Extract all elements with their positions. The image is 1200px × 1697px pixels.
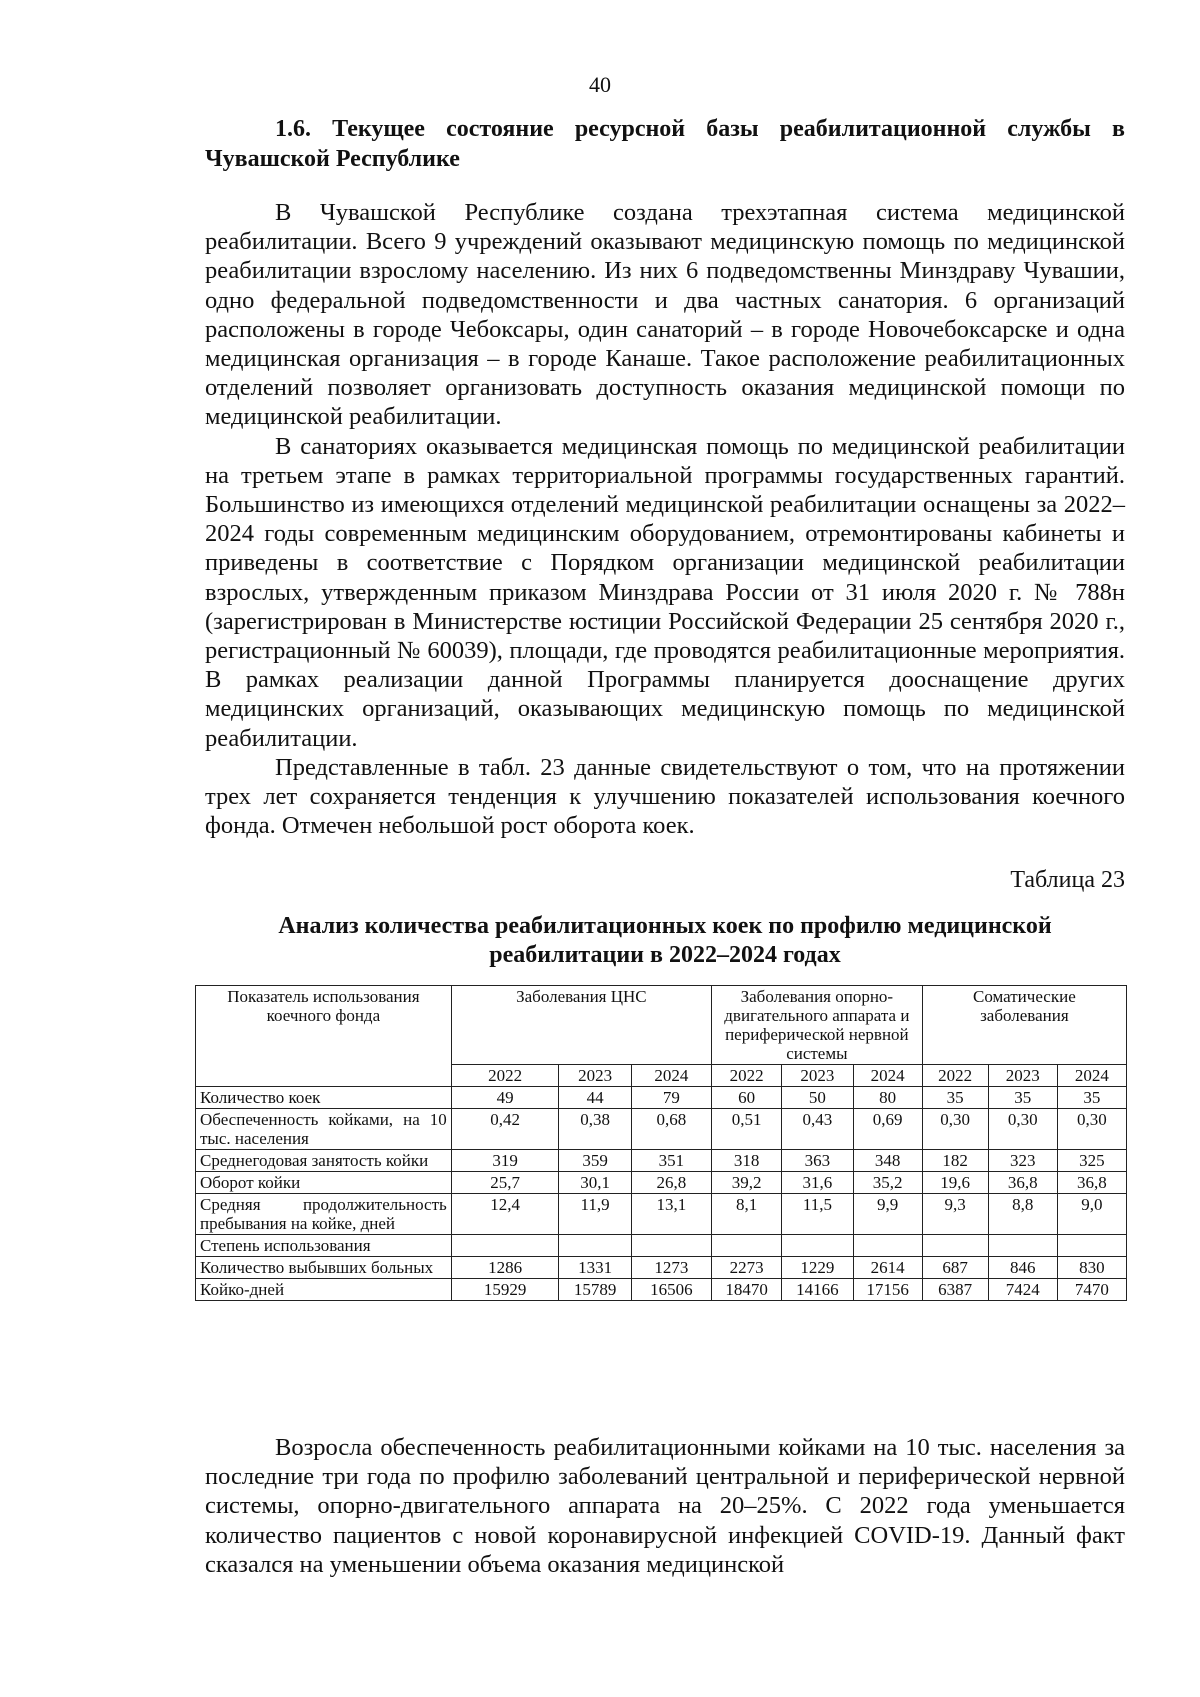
table-row: [196, 1257, 1127, 1279]
table-cell: 0,30: [922, 1109, 988, 1150]
header-group-cns: Заболевания ЦНС: [451, 986, 711, 1065]
header-year: 2023: [988, 1065, 1057, 1087]
table-cell: 36,8: [1057, 1172, 1126, 1194]
table-cell: 15789: [559, 1279, 631, 1301]
table-cell: 363: [782, 1150, 853, 1172]
table-title: Анализ количества реабилитационных коек по профилю медицинской реабилитации в 2022–2024 годах: [278, 913, 1052, 968]
table-cell: 44: [559, 1087, 631, 1109]
table-row: [196, 1279, 1127, 1301]
row-label: Количество коек: [196, 1087, 452, 1109]
table-cell: 359: [559, 1150, 631, 1172]
table-label: Таблица 23: [1010, 867, 1125, 893]
table-row: [196, 1087, 1127, 1109]
table-cell: 60: [711, 1087, 781, 1109]
table-cell: 0,43: [782, 1109, 853, 1150]
table-cell: 36,8: [988, 1172, 1057, 1194]
body-text-bottom: [205, 1433, 1125, 1579]
table-cell: 19,6: [922, 1172, 988, 1194]
table-cell: 323: [988, 1150, 1057, 1172]
section-heading-text: 1.6. Текущее состояние ресурсной базы реабилитационной службы в Чувашской Республике: [205, 116, 1125, 172]
table-row: [196, 1194, 1127, 1235]
table-cell: 0,42: [451, 1109, 559, 1150]
table-cell: 14166: [782, 1279, 853, 1301]
table-cell: 13,1: [631, 1194, 711, 1235]
table-row: [196, 1235, 1127, 1257]
table-cell: [1057, 1235, 1126, 1257]
row-label: Койко-дней: [196, 1279, 452, 1301]
table-cell: 18470: [711, 1279, 781, 1301]
table-cell: 687: [922, 1257, 988, 1279]
paragraph: В Чувашской Республике создана трехэтапная система медицинской реабилитации. Всего 9 учреждений оказывают медицинскую помощь по медицинской реабилитации взрослому населению. Из них 6 подведомственны Минздраву Чувашии, одно федеральной подведомственности и два частных санатория. 6 организаций расположены в городе Чебоксары, один санаторий – в городе Новочебоксарске и одна медицинская организация – в городе Канаше. Такое расположение реабилитационных отделений позволяет организовать доступность оказания медицинской помощи по медицинской реабилитации.: [205, 199, 1125, 431]
table-cell: 2273: [711, 1257, 781, 1279]
data-table: [195, 985, 1127, 1301]
table-cell: 1331: [559, 1257, 631, 1279]
table-cell: [631, 1235, 711, 1257]
table-cell: 2614: [853, 1257, 922, 1279]
table-cell: 319: [451, 1150, 559, 1172]
table-cell: 7470: [1057, 1279, 1126, 1301]
header-year: 2022: [922, 1065, 988, 1087]
row-label: Среднегодовая занятость койки: [196, 1150, 452, 1172]
header-year: 2023: [782, 1065, 853, 1087]
table-cell: 318: [711, 1150, 781, 1172]
table-cell: 0,38: [559, 1109, 631, 1150]
table-cell: 9,3: [922, 1194, 988, 1235]
table-cell: [922, 1235, 988, 1257]
table-cell: 50: [782, 1087, 853, 1109]
table-cell: 0,69: [853, 1109, 922, 1150]
table-cell: 6387: [922, 1279, 988, 1301]
table-cell: 26,8: [631, 1172, 711, 1194]
header-year: 2024: [1057, 1065, 1126, 1087]
table-cell: 39,2: [711, 1172, 781, 1194]
table-cell: 9,9: [853, 1194, 922, 1235]
table-cell: 0,30: [988, 1109, 1057, 1150]
table-cell: 9,0: [1057, 1194, 1126, 1235]
table-row: [196, 1172, 1127, 1194]
table-cell: [782, 1235, 853, 1257]
table-cell: 79: [631, 1087, 711, 1109]
row-label: Оборот койки: [196, 1172, 452, 1194]
table-cell: 16506: [631, 1279, 711, 1301]
table-cell: 325: [1057, 1150, 1126, 1172]
header-group-musculoskeletal: Заболевания опорно-двигательного аппарата и периферической нервной системы: [711, 986, 922, 1065]
table-cell: 35,2: [853, 1172, 922, 1194]
table-cell: 0,68: [631, 1109, 711, 1150]
header-year: 2024: [631, 1065, 711, 1087]
table-cell: 17156: [853, 1279, 922, 1301]
section-heading: [205, 114, 1125, 174]
header-year: 2022: [711, 1065, 781, 1087]
table-cell: 35: [1057, 1087, 1126, 1109]
table-cell: [988, 1235, 1057, 1257]
table-cell: [451, 1235, 559, 1257]
table-cell: [853, 1235, 922, 1257]
table-cell: [711, 1235, 781, 1257]
table-cell: 49: [451, 1087, 559, 1109]
row-label: Степень использования: [196, 1235, 452, 1257]
table-cell: 11,9: [559, 1194, 631, 1235]
table-cell: 846: [988, 1257, 1057, 1279]
table-cell: 0,30: [1057, 1109, 1126, 1150]
table-cell: [559, 1235, 631, 1257]
table-cell: 80: [853, 1087, 922, 1109]
table-cell: 351: [631, 1150, 711, 1172]
table-cell: 15929: [451, 1279, 559, 1301]
table-cell: 7424: [988, 1279, 1057, 1301]
table-cell: 25,7: [451, 1172, 559, 1194]
header-group-somatic: Соматические заболевания: [922, 986, 1126, 1065]
table-cell: 35: [988, 1087, 1057, 1109]
header-year: 2024: [853, 1065, 922, 1087]
table-cell: 30,1: [559, 1172, 631, 1194]
row-label: Количество выбывших больных: [196, 1257, 452, 1279]
body-text-top: [205, 198, 1125, 840]
table-header-row: [196, 986, 1127, 1065]
paragraph: Представленные в табл. 23 данные свидетельствуют о том, что на протяжении трех лет сохраняется тенденция к улучшению показателей использования коечного фонда. Отмечен небольшой рост оборота коек.: [205, 753, 1125, 840]
table-cell: 1273: [631, 1257, 711, 1279]
table-cell: 830: [1057, 1257, 1126, 1279]
header-indicator: Показатель использования коечного фонда: [196, 986, 452, 1087]
table-cell: 0,51: [711, 1109, 781, 1150]
header-year: 2023: [559, 1065, 631, 1087]
table-cell: 35: [922, 1087, 988, 1109]
table-cell: 8,1: [711, 1194, 781, 1235]
table-cell: 11,5: [782, 1194, 853, 1235]
row-label: Средняя продолжительность пребывания на койке, дней: [196, 1194, 452, 1235]
paragraph: В санаториях оказывается медицинская помощь по медицинской реабилитации на третьем этапе в рамках территориальной программы государственных гарантий. Большинство из имеющихся отделений медицинской реабилитации оснащены за 2022–2024 годы современным медицинским оборудованием, отремонтированы кабинеты и приведены в соответствие с Порядком организации медицинской реабилитации взрослых, утвержденным приказом Минздрава России от 31 июля 2020 г. № 788н (зарегистрирован в Министерстве юстиции Российской Федерации 25 сентября 2020 г., регистрационный № 60039), площади, где проводятся реабилитационные мероприятия. В рамках реализации данной Программы планируется дооснащение других медицинских организаций, оказывающих медицинскую помощь по медицинской реабилитации.: [205, 432, 1125, 752]
paragraph: Возросла обеспеченность реабилитационными койками на 10 тыс. населения за последние три года по профилю заболеваний центральной и периферической нервной системы, опорно-двигательного аппарата на 20–25%. С 2022 года уменьшается количество пациентов с новой коронавирусной инфекцией COVID-19. Данный факт сказался на уменьшении объема оказания медицинской: [205, 1434, 1125, 1578]
table-cell: 8,8: [988, 1194, 1057, 1235]
table-cell: 182: [922, 1150, 988, 1172]
table-cell: 12,4: [451, 1194, 559, 1235]
table-cell: 1286: [451, 1257, 559, 1279]
table-cell: 1229: [782, 1257, 853, 1279]
table-row: [196, 1150, 1127, 1172]
table-cell: 31,6: [782, 1172, 853, 1194]
row-label: Обеспеченность койками, на 10 тыс. населения: [196, 1109, 452, 1150]
table-row: [196, 1109, 1127, 1150]
table-cell: 348: [853, 1150, 922, 1172]
page-number: 40: [589, 72, 611, 97]
header-year: 2022: [451, 1065, 559, 1087]
